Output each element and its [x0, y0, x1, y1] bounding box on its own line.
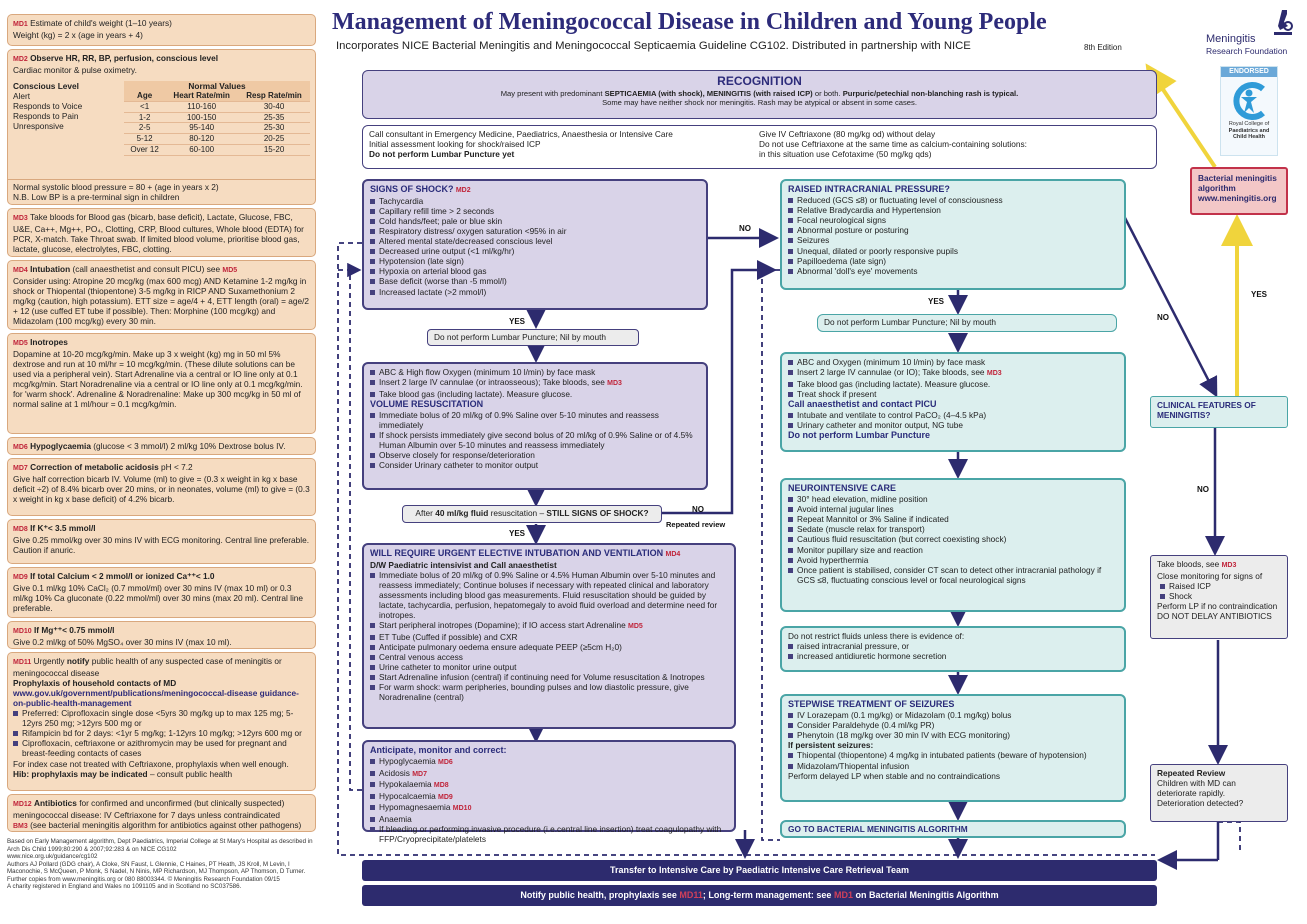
- signs-of-shock-box: [362, 179, 708, 310]
- md7-tag: MD7: [13, 465, 28, 472]
- abc2-list2: [788, 410, 1118, 430]
- consult-l2: Initial assessment looking for shock/raised ICP: [369, 139, 541, 150]
- cl-unresponsive: Unresponsive: [13, 121, 64, 132]
- neuro-list: [788, 494, 1118, 585]
- list-item: [370, 802, 728, 814]
- abc2-ref: MD3: [986, 370, 1002, 378]
- recognition-line2: Some may have neither shock nor meningitis. Rash may be atypical or absent in some cases.: [602, 97, 917, 107]
- abc-icp-box: [780, 352, 1126, 452]
- md11-box: [7, 652, 316, 791]
- footer-line: Based on Early Management algorithm, Dept Paediatrics, Imperial College at St Mary's Hospital as described in Arch Dis Child 1999;80:290 & 2007;92:283 & on NICE CG102: [7, 838, 313, 853]
- md8-tag: MD8: [13, 526, 28, 533]
- rcpch-child-icon: [1227, 81, 1271, 121]
- bm-line2: algorithm: [1198, 183, 1236, 194]
- list-item: raised intracranial pressure, or: [788, 641, 1118, 651]
- call-anaesthetist: Call anaesthetist and contact PICU: [788, 398, 937, 409]
- list-item: Thiopental (thiopentone) 4 mg/kg in intubated patients (beware of hypotension): [788, 750, 1118, 760]
- rcpch-logo: [1220, 66, 1278, 156]
- intub-ref: MD5: [628, 623, 643, 631]
- rec-bold: Purpuric/petechial non-blanching rash is typical.: [842, 88, 1019, 98]
- ant-ref: MD6: [438, 758, 453, 766]
- recognition-title: RECOGNITION: [717, 74, 802, 88]
- list-item: Start Adrenaline infusion (central) if continuing need for Volume resuscitation & Inotropes: [370, 672, 728, 682]
- label-yes-icp: YES: [928, 297, 945, 306]
- list-item: IV Lorazepam (0.1 mg/kg) or Midazolam (0.1 mg/kg) bolus: [788, 710, 1118, 720]
- md10-text: Give 0.2 ml/kg of 50% MgSO₄ over 30 mins IV (max 10 ml).: [13, 636, 232, 647]
- footer-credits: [7, 838, 319, 891]
- list-item: Cold hands/feet; pale or blue skin: [370, 216, 700, 226]
- cell: 95-140: [165, 123, 238, 134]
- page-subtitle: Incorporates NICE Bacterial Meningitis and Meningococcal Septicaemia Guideline CG102. Distributed in partnership with NICE: [336, 40, 971, 52]
- edition-label: 8th Edition: [1084, 43, 1122, 52]
- abc-ref: MD3: [607, 380, 622, 388]
- normal-values-table: [124, 81, 310, 156]
- md10-box: [7, 621, 316, 649]
- seiz-persist: If persistent seizures:: [788, 740, 874, 751]
- md1-text: Estimate of child's weight (1–10 years): [30, 18, 172, 28]
- list-item: Papilloedema (late sign): [788, 256, 1118, 266]
- md5-text: Dopamine at 10-20 mcg/kg/min. Make up 3 x weight (kg) mg in 50 ml 5% dextrose and run at 10 ml/hr = 10 mcg/kg/min. (These dilute solutions can be used via a peripheral vein). Start Adrenaline via a central or IO line only at 0.1 mcg/kg/min. Start Noradrenaline via a central or IO line only at 0.1 mcg/kg/min. for 'warm shock'. Adrenaline & Noradrenaline: Make up 300 mcg/kg in 50 ml of normal saline at 1 ml/hour = 0.1 mcg/kg/min.: [13, 348, 303, 410]
- fluids-list: [788, 641, 1118, 661]
- tb-ref: MD3: [1221, 562, 1237, 569]
- consult-r1: Give IV Ceftriaxone (80 mg/kg od) without delay: [759, 129, 936, 139]
- list-item: Decreased urine output (<1 ml/kg/hr): [370, 246, 700, 256]
- list-item: Monitor pupillary size and reaction: [788, 545, 1118, 555]
- seiz-title: STEPWISE TREATMENT OF SEIZURES: [788, 699, 955, 709]
- microscope-icon: [1270, 8, 1296, 36]
- bm-algorithm-box[interactable]: [1190, 167, 1288, 215]
- list-item: Repeat Mannitol or 3% Saline if indicated: [788, 514, 1118, 524]
- clinical-features-box: [1150, 396, 1288, 428]
- abc-text: Insert 2 large IV cannulae (or intraosseous); Take bloods, see: [379, 377, 605, 388]
- neurointensive-box: [780, 478, 1126, 612]
- clinical-line2: MENINGITIS?: [1157, 410, 1211, 421]
- md12-box: [7, 794, 316, 832]
- md2-sub: Cardiac monitor & pulse oximetry.: [13, 64, 137, 75]
- rr-title: Repeated Review: [1157, 768, 1226, 778]
- mrf-logo: [1206, 8, 1298, 60]
- rcpch-line2: Paediatrics and: [1228, 127, 1270, 134]
- md11-text1: Urgently: [33, 656, 65, 666]
- transfer-bar: Transfer to Intensive Care by Paediatric Intensive Care Retrieval Team: [362, 860, 1157, 881]
- still-shock-box: [402, 505, 662, 523]
- md2-tag: MD2: [13, 56, 28, 63]
- clinical-line1: CLINICAL FEATURES OF: [1157, 400, 1256, 410]
- rcpch-line1: Royal College of: [1228, 121, 1270, 127]
- list-item: Abnormal posture or posturing: [788, 225, 1118, 235]
- ant-text: Hypoglycaemia: [379, 755, 436, 766]
- md4-tag: MD4: [13, 267, 28, 274]
- tb-l3: Perform LP if no contraindication: [1157, 600, 1278, 611]
- cl-alert: Alert: [13, 91, 31, 102]
- list-item: Ciprofloxacin, ceftriaxone or azithromycin may be used for pregnant and breast-feeding contacts of cases: [13, 738, 310, 758]
- cell: 25-30: [238, 123, 310, 134]
- ant-text: Hypomagnesaemia: [379, 802, 451, 813]
- cell: 20-25: [238, 134, 310, 145]
- label-yes-clinical: YES: [1251, 290, 1268, 299]
- anticipate-list: [370, 756, 728, 844]
- md4-text: Consider using: Atropine 20 mcg/kg (max 600 mcg) AND Ketamine 1-2 mg/kg in shock or Thiopental (thiopentone) 3-5 mg/kg in RICP AND Suxamethonium 2 mg/kg (caution, high potassium). ETT size = age/4 + 4, ETT length (oral) = age/2 + 12 (use cuffed ET tube if possible). Then: Morphine (100 mcg/kg) and Midazolam (100 mcg/kg) every 30 min.: [13, 275, 309, 326]
- md11-list: [13, 708, 310, 759]
- list-item: Anaemia: [370, 814, 728, 824]
- md11-notify: notify: [66, 656, 90, 666]
- ant-text: Hypocalcaemia: [379, 790, 436, 801]
- shock-tag: MD2: [455, 187, 471, 194]
- list-item: Focal neurological signs: [788, 215, 1118, 225]
- cell: 1-2: [124, 112, 165, 123]
- cl-voice: Responds to Voice: [13, 101, 83, 112]
- list-item: Treat shock if present: [788, 389, 1118, 399]
- cell: 30-40: [238, 101, 310, 112]
- still-bold: 40 ml/kg fluid: [435, 508, 489, 518]
- no-lp-box-1: Do not perform Lumbar Puncture; Nil by mouth: [427, 329, 639, 346]
- table-row: [124, 134, 310, 145]
- repeated-review-box: [1150, 764, 1288, 822]
- md6-box: [7, 437, 316, 455]
- label-yes-shock: YES: [509, 317, 526, 326]
- rr-l1: Children with MD can: [1157, 778, 1236, 789]
- take-bloods-box: [1150, 555, 1288, 639]
- abc2-list: [788, 357, 1118, 399]
- md5-tag: MD5: [13, 340, 28, 347]
- intub-title: WILL REQUIRE URGENT ELECTIVE INTUBATION AND VENTILATION: [370, 548, 664, 558]
- md8-title: If K⁺< 3.5 mmol/l: [30, 523, 96, 533]
- abc2-text: Insert 2 large IV cannulae (or IO); Take bloods, see: [797, 367, 985, 378]
- list-item: Raised ICP: [1160, 581, 1281, 591]
- anticipate-box: [362, 740, 736, 844]
- shock-title: SIGNS OF SHOCK?: [370, 184, 454, 194]
- tb-list: [1160, 581, 1281, 601]
- page-title: Management of Meningococcal Disease in Children and Young People: [332, 9, 1047, 35]
- list-item: Reduced (GCS ≤8) or fluctuating level of consciousness: [788, 195, 1118, 205]
- cell: 2-5: [124, 123, 165, 134]
- md2-bp2: N.B. Low BP is a pre-terminal sign in children: [13, 192, 180, 203]
- footer-line: A charity registered in England and Wales no 1091105 and in Scotland no SC037586.: [7, 883, 242, 891]
- mrf-logo-line1: Meningitis: [1206, 33, 1256, 45]
- label-no-still: NO: [692, 505, 704, 514]
- cl-pain: Responds to Pain: [13, 111, 79, 122]
- normal-values-head: Normal Values: [188, 81, 246, 91]
- list-item: ABC and Oxygen (minimum 10 l/min) by face mask: [788, 357, 1118, 367]
- recognition-line1: [369, 89, 1150, 98]
- abc-list: [370, 367, 700, 399]
- seizures-box: [780, 694, 1126, 802]
- md2-box: [7, 49, 316, 205]
- list-item: Consider Paraldehyde (0.4 ml/kg PR): [788, 720, 1118, 730]
- md4-title-rest: (call anaesthetist and consult PICU) see: [72, 264, 221, 274]
- md11-ceft: For index case not treated with Ceftriaxone, prophylaxis when well enough.: [13, 758, 289, 769]
- md12-text: for confirmed and unconfirmed (but clinically suspected) meningococcal disease: IV Ceftriaxone for 7 days unless contraindicated: [13, 798, 285, 820]
- label-no-icp: NO: [1157, 313, 1169, 322]
- list-item: [370, 768, 728, 780]
- list-item: Relative Bradycardia and Hypertension: [788, 205, 1118, 215]
- fluids-intro: Do not restrict fluids unless there is evidence of:: [788, 631, 965, 641]
- md9-tag: MD9: [13, 574, 28, 581]
- label-no-clinical: NO: [1197, 485, 1209, 494]
- cell: 5-12: [124, 134, 165, 145]
- ricp-list: [788, 195, 1118, 276]
- list-item: Capillary refill time > 2 seconds: [370, 206, 700, 216]
- rr-l3: Deterioration detected?: [1157, 798, 1244, 809]
- footer-link[interactable]: www.nice.org.uk/guidance/cg102: [7, 853, 98, 861]
- ant-ref: MD10: [452, 805, 472, 813]
- md1-formula: Weight (kg) = 2 x (age in years + 4): [13, 29, 143, 40]
- md11-text2: public health of any suspected case of meningitis or meningococcal disease: [13, 656, 282, 678]
- list-item: Respiratory distress/ oxygen saturation <95% in air: [370, 226, 700, 236]
- seiz-list: [788, 710, 1118, 740]
- md6-title: Hypoglycaemia: [30, 441, 91, 451]
- no-lp-box-2: Do not perform Lumbar Puncture; Nil by mouth: [817, 314, 1117, 332]
- vr-list: [370, 410, 700, 471]
- list-item: Avoid internal jugular lines: [788, 504, 1118, 514]
- anticipate-title: Anticipate, monitor and correct:: [370, 745, 507, 755]
- rec-bold: SEPTICAEMIA (with shock), MENINGITIS (with raised ICP): [604, 88, 813, 98]
- consult-box: [362, 125, 1157, 169]
- list-item: Cautious fluid resuscitation (but correct coexisting shock): [788, 534, 1118, 544]
- list-item: Tachycardia: [370, 196, 700, 206]
- md4-title: Intubation: [30, 264, 71, 274]
- list-item: Phenytoin (18 mg/kg over 30 min IV with ECG monitoring): [788, 730, 1118, 740]
- abc2-no-lp: Do not perform Lumbar Puncture: [788, 430, 931, 441]
- list-item: Abnormal 'doll's eye' movements: [788, 266, 1118, 276]
- col-age: Age: [124, 91, 165, 101]
- list-item: Sedate (muscle relax for transport): [788, 524, 1118, 534]
- notify-ref: MD1: [833, 890, 853, 900]
- md3-text: Take bloods for Blood gas (bicarb, base deficit), Lactate, Glucose, FBC, U&E, Ca++, Mg++, PO₄, Clotting, CRP, Blood cultures, Whole blood (EDTA) for PCR, X-match. Take Throat swab. If limited blood volume, prioritise blood gas, lactate, glucose, electrolytes, FBC, clotting.: [13, 212, 304, 254]
- list-item: Consider Urinary catheter to monitor output: [370, 460, 700, 470]
- list-item: [370, 620, 728, 632]
- md8-box: [7, 519, 316, 564]
- list-item: Preferred: Ciprofloxacin single dose <5yrs 30 mg/kg up to max 125 mg; 5-12yrs 250 mg; >12yrs 500 mg or: [13, 708, 310, 728]
- label-no-shock: NO: [739, 224, 751, 233]
- consult-l3: Do not perform Lumbar Puncture yet: [369, 149, 515, 160]
- md5-title: Inotropes: [30, 337, 68, 347]
- md9-text: Give 0.1 ml/kg 10% CaCl₂ (0.7 mmol/ml) over 30 mins IV (max 10 ml) or 0.3 ml/kg 10% Ca gluconate (0.22 mmol/ml) over 30 mins (max 20 ml). Central line preferable.: [13, 582, 304, 613]
- consult-l1: Call consultant in Emergency Medicine, Paediatrics, Anaesthesia or Intensive Care: [369, 129, 673, 139]
- footer-line: Authors AJ Pollard (GDG chair), A Cloke, SN Faust, L Glennie, C Haines, PT Heath, JS Kroll, M Levin, I Maconochie, S McQueen, P Monk, S Nadel, N Ninis, MP Richardson, MJ Thompson, AP Thomson, D Turner.: [7, 860, 306, 876]
- md2-bp1: Normal systolic blood pressure = 80 + (age in years x 2): [13, 182, 219, 192]
- list-item: Shock: [1160, 591, 1281, 601]
- md10-title: If Mg⁺⁺< 0.75 mmol/l: [34, 625, 115, 635]
- ricp-title: RAISED INTRACRANIAL PRESSURE?: [788, 184, 950, 194]
- md11-proph: Prophylaxis of household contacts of MD: [13, 677, 177, 688]
- list-item: Hypoxia on arterial blood gas: [370, 266, 700, 276]
- list-item: Rifampicin bd for 2 days: <1yr 5 mg/kg; 1-12yrs 10 mg/kg; >12yrs 600 mg or: [13, 728, 310, 738]
- go-to-bm-box[interactable]: GO TO BACTERIAL MENINGITIS ALGORITHM: [780, 820, 1126, 838]
- md4-box: [7, 260, 316, 330]
- list-item: [370, 779, 728, 791]
- conscious-level-head: Conscious Level: [13, 81, 79, 91]
- md4-ref: MD5: [222, 267, 238, 274]
- notify-text: ; Long-term management: see: [702, 890, 832, 900]
- list-item: Anticipate pulmonary oedema ensure adequate PEEP (≥5cm H₂0): [370, 642, 728, 652]
- md7-title-rest: pH < 7.2: [161, 462, 193, 472]
- notify-text: Notify public health, prophylaxis see: [520, 890, 677, 900]
- list-item: Immediate bolus of 20 ml/kg of 0.9% Saline or 4.5% Human Albumin over 5-10 minutes and reassess immediately; Continue boluses if necessary with repeated clinical and laboratory assessments including blood gas measurements. Fluid resuscitation should be guided by lactate, tachycardia, perfusion, hepatomegaly to avoid fluid overload and determine need for inotropes.: [370, 570, 728, 621]
- list-item: Avoid hyperthermia: [788, 555, 1118, 565]
- md11-hib-rest: – consult public health: [149, 768, 233, 779]
- md1-tag: MD1: [13, 21, 28, 28]
- list-item: 30° head elevation, midline position: [788, 494, 1118, 504]
- recognition-box: [362, 70, 1157, 119]
- list-item: Hypotension (late sign): [370, 256, 700, 266]
- md9-box: [7, 567, 316, 618]
- md11-url[interactable]: www.gov.uk/government/publications/meningococcal-disease guidance-on-public-health-management: [13, 687, 299, 708]
- ant-ref: MD8: [433, 782, 449, 790]
- list-item: Midazolam/Thiopental infusion: [788, 761, 1118, 771]
- cell: 110-160: [165, 101, 238, 112]
- abc-volume-box: [362, 362, 708, 490]
- endorsed-banner: ENDORSED: [1221, 67, 1277, 77]
- still-bold: STILL SIGNS OF SHOCK?: [546, 508, 649, 518]
- table-row: [124, 101, 310, 112]
- still-text: resuscitation –: [490, 508, 545, 518]
- list-item: Take blood gas (including lactate). Measure glucose.: [370, 389, 700, 399]
- list-item: Immediate bolus of 20 ml/kg of 0.9% Saline over 5-10 minutes and reassess immediately: [370, 410, 700, 430]
- list-item: Urinary catheter and monitor output, NG tube: [788, 420, 1118, 430]
- notify-bar: [362, 885, 1157, 906]
- rr-l2: deteriorate rapidly.: [1157, 788, 1226, 799]
- tb-text: Take bloods, see: [1157, 559, 1220, 569]
- mrf-logo-line2: Research Foundation: [1206, 46, 1288, 56]
- footer-line: Further copies from www.meningitis.org or 080 88003344. © Meningitis Research Foundation 09/15: [7, 875, 280, 883]
- table-row: [124, 112, 310, 123]
- seiz-list2: [788, 750, 1118, 770]
- rec-text: or both.: [814, 88, 841, 98]
- ant-ref: MD9: [438, 793, 453, 801]
- consult-r2: Do not use Ceftriaxone at the same time as calcium-containing solutions:: [759, 139, 1027, 150]
- notify-ref: MD11: [679, 890, 703, 900]
- list-item: ABC & High flow Oxygen (minimum 10 l/min) by face mask: [370, 367, 700, 377]
- tb-l4: DO NOT DELAY ANTIBIOTICS: [1157, 610, 1272, 621]
- md7-text: Give half correction bicarb IV. Volume (ml) to give = (0.3 x weight in kg x base deficit ÷2) of 8.4% bicarb over 20 mins, or in neonates, volume (ml) to give = (0.3 x weight in kg x base deficit) of 4.2% bicarb.: [13, 473, 310, 504]
- md1-box: [7, 14, 316, 46]
- table-row: [124, 123, 310, 134]
- md11-tag: MD11: [13, 659, 32, 666]
- md12-tag: MD12: [13, 801, 32, 808]
- list-item: Altered mental state/decreased conscious level: [370, 236, 700, 246]
- list-item: Increased lactate (>2 mmol/l): [370, 287, 700, 297]
- intubation-box: [362, 543, 736, 729]
- md10-tag: MD10: [13, 628, 32, 635]
- bm-line1: Bacterial meningitis: [1198, 173, 1277, 183]
- list-item: Urine catheter to monitor urine output: [370, 662, 728, 672]
- bm-url[interactable]: www.meningitis.org: [1198, 193, 1277, 204]
- list-item: [788, 367, 1118, 379]
- md7-box: [7, 458, 316, 516]
- md5-box: [7, 333, 316, 434]
- list-item: [370, 756, 728, 768]
- fluids-box: [780, 626, 1126, 672]
- list-item: Observe closely for response/deterioration: [370, 450, 700, 460]
- md6-tag: MD6: [13, 444, 28, 451]
- list-item: ET Tube (Cuffed if possible) and CXR: [370, 632, 728, 642]
- list-item: For warm shock: warm peripheries, bounding pulses and low diastolic pressure, give Noradrenaline (central): [370, 682, 728, 702]
- neuro-title: NEUROINTENSIVE CARE: [788, 483, 897, 493]
- md7-title: Correction of metabolic acidosis: [30, 462, 159, 472]
- md12-ref-text: (see bacterial meningitis algorithm for antibiotics against other pathogens): [30, 819, 302, 830]
- conscious-level-list: [13, 81, 113, 132]
- list-item: Take blood gas (including lactate). Measure glucose.: [788, 379, 1118, 389]
- intub-tag: MD4: [665, 551, 681, 558]
- cell: 80-120: [165, 134, 238, 145]
- intub-list: [370, 570, 728, 703]
- list-item: [370, 377, 700, 389]
- list-item: If shock persists immediately give second bolus of 20 ml/kg of 0.9% Saline or of 4.5% Human Albumin over 5-10 minutes and reassess immediately: [370, 430, 700, 450]
- md11-hib: Hib: prophylaxis may be indicated: [13, 768, 148, 779]
- consult-r3: in this situation use Cefotaxime (50 mg/kg qds): [759, 149, 932, 160]
- cell: 15-20: [238, 144, 310, 155]
- rec-text: May present with predominant: [500, 88, 603, 98]
- notify-text: on Bacterial Meningitis Algorithm: [855, 890, 999, 900]
- seiz-lp: Perform delayed LP when stable and no contraindications: [788, 770, 1001, 781]
- ant-ref: MD7: [412, 770, 427, 778]
- ant-text: Hypokalaemia: [379, 779, 432, 790]
- md3-tag: MD3: [13, 215, 28, 222]
- volume-resus-title: VOLUME RESUSCITATION: [370, 398, 484, 409]
- md2-title: Observe HR, RR, BP, perfusion, conscious level: [30, 53, 219, 63]
- list-item: Base deficit (worse than -5 mmol/l): [370, 276, 700, 286]
- col-hr: Heart Rate/min: [165, 91, 238, 101]
- md12-title: Antibiotics: [34, 798, 77, 808]
- raised-icp-box: [780, 179, 1126, 290]
- md12-ref: BM3: [13, 822, 28, 830]
- intub-sub: D/W Paediatric intensivist and Call anaesthetist: [370, 559, 557, 570]
- list-item: Seizures: [788, 235, 1118, 245]
- cell: <1: [124, 101, 165, 112]
- md9-title: If total Calcium < 2 mmol/l or ionized Ca⁺⁺< 1.0: [30, 571, 215, 581]
- md8-text: Give 0.25 mmol/kg over 30 mins IV with ECG monitoring. Central line preferable. Caution if anuric.: [13, 534, 310, 555]
- cell: 100-150: [165, 112, 238, 123]
- label-repeated-review: Repeated review: [666, 520, 726, 529]
- cell: 60-100: [165, 144, 238, 155]
- shock-list: [370, 196, 700, 297]
- md6-text: (glucose < 3 mmol/l) 2 ml/kg 10% Dextrose bolus IV.: [93, 441, 286, 451]
- table-row: [124, 144, 310, 155]
- cell: Over 12: [124, 144, 165, 155]
- col-rr: Resp Rate/min: [238, 91, 310, 101]
- tb-line2: Close monitoring for signs of: [1157, 570, 1263, 581]
- ant-text: Acidosis: [379, 767, 410, 778]
- list-item: increased antidiuretic hormone secretion: [788, 651, 1118, 661]
- still-text: After: [415, 508, 433, 518]
- list-item: Unequal, dilated or poorly responsive pupils: [788, 246, 1118, 256]
- rcpch-line3: Child Health: [1232, 134, 1266, 141]
- cell: 25-35: [238, 112, 310, 123]
- list-item: [370, 791, 728, 803]
- list-item: If bleeding or performing invasive procedure (i.e.central line insertion) treat coagulopathy with FFP/Cryoprecipitate/platelets: [370, 824, 728, 844]
- list-item: Once patient is stabilised, consider CT scan to detect other intracranial pathology if GCS ≤8, fluctuating conscious level or focal neurological signs: [788, 565, 1118, 585]
- list-item: Intubate and ventilate to control PaCO₂ (4–4.5 kPa): [788, 410, 1118, 420]
- intub-text: Start peripheral inotropes (Dopamine); if IO access start Adrenaline: [379, 620, 626, 631]
- label-yes-still: YES: [509, 529, 526, 538]
- md3-box: [7, 208, 316, 257]
- list-item: Central venous access: [370, 652, 728, 662]
